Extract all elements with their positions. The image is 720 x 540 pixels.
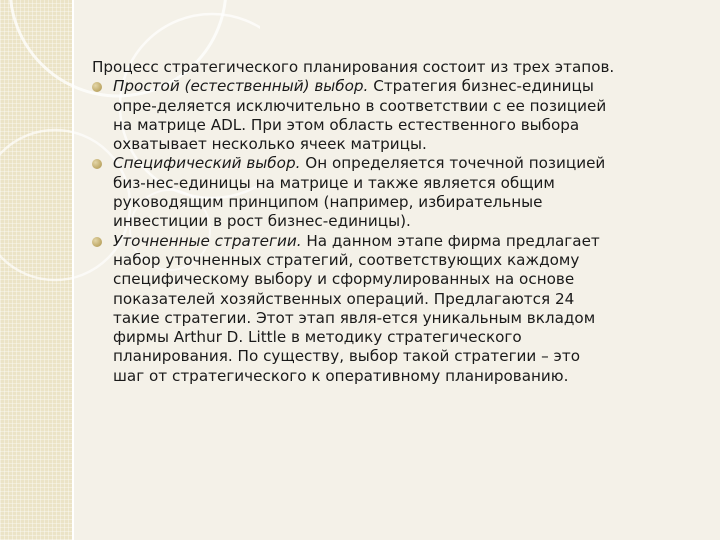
bullet-text-line: на матрице ADL. При этом область естественного выбора bbox=[113, 115, 580, 134]
bullet-text-line: руководящим принципом (например, избирательные bbox=[113, 193, 543, 212]
bullet-first-line bbox=[113, 77, 697, 96]
bullet-lead: Специфический выбор. bbox=[113, 154, 301, 173]
list-item bbox=[92, 232, 697, 386]
bullet-text-line: специфическому выбору и сформулированных на основе bbox=[113, 270, 575, 289]
intro-text: Процесс стратегического планирования состоит из трех этапов. bbox=[92, 58, 615, 76]
bullet-text: Стратегия бизнес-единицы bbox=[368, 77, 594, 96]
bullet-list bbox=[92, 77, 697, 386]
list-item bbox=[92, 77, 697, 154]
bullet-text-line: фирмы Arthur D. Little в методику стратегического bbox=[113, 328, 522, 347]
bullet-text-line: набор уточненных стратегий, соответствующих каждому bbox=[113, 250, 580, 269]
bullet-text: Он определяется точечной позицией bbox=[300, 154, 606, 173]
bullet-lead: Простой (естественный) выбор. bbox=[113, 77, 369, 96]
bullet-text-line: шаг от стратегического к оперативному планированию. bbox=[113, 366, 569, 385]
bullet-text-line: показателей хозяйственных операций. Предлагаются 24 bbox=[113, 289, 575, 308]
bullet-first-line bbox=[113, 154, 697, 173]
slide-body bbox=[92, 58, 697, 386]
bullet-text-line: охватывает несколько ячеек матрицы. bbox=[113, 135, 427, 154]
bullet-text-line: планирования. По существу, выбор такой стратегии – это bbox=[113, 347, 581, 366]
bullet-text: На данном этапе фирма предлагает bbox=[301, 231, 600, 250]
bullet-icon bbox=[92, 159, 102, 169]
bullet-text-line: инвестиции в рост бизнес-единицы). bbox=[113, 212, 411, 231]
bullet-text-line: опре-деляется исключительно в соответствии с ее позицией bbox=[113, 96, 607, 115]
bullet-text-line: биз-нес-единицы на матрице и также является общим bbox=[113, 173, 555, 192]
bullet-text-line: такие стратегии. Этот этап явля-ется уникальным вкладом bbox=[113, 308, 596, 327]
bullet-lead: Уточненные стратегии. bbox=[113, 231, 302, 250]
bullet-icon bbox=[92, 82, 102, 92]
bullet-first-line bbox=[113, 232, 697, 251]
bullet-icon bbox=[92, 237, 102, 247]
list-item bbox=[92, 154, 697, 231]
